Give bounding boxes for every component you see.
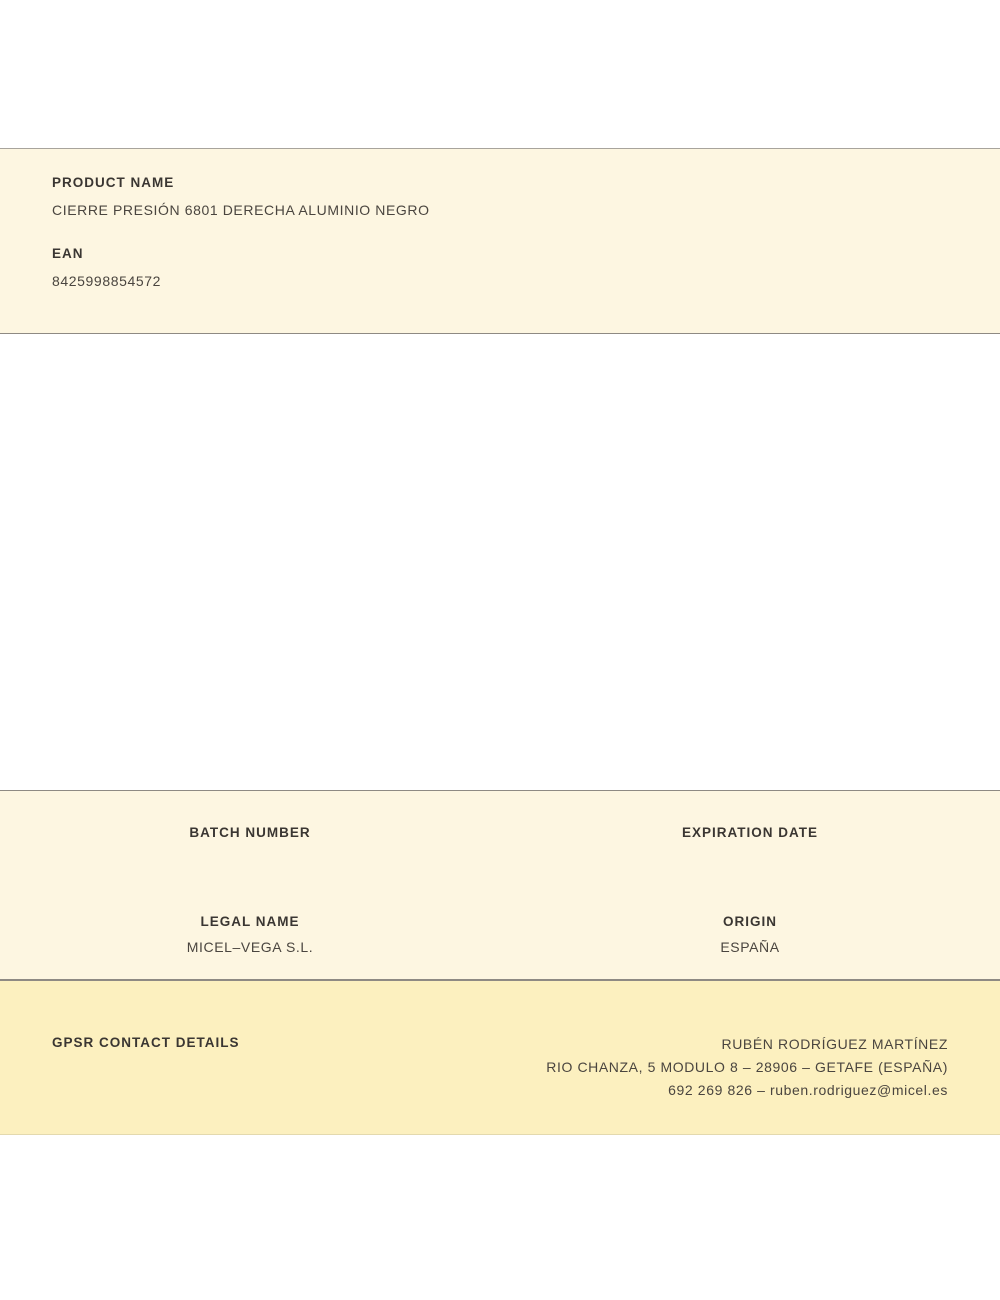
gpsr-contact-name: RUBÉN RODRÍGUEZ MARTÍNEZ — [721, 1036, 948, 1052]
batch-number-label: BATCH NUMBER — [189, 825, 311, 840]
expiration-date-value — [500, 850, 1000, 866]
origin-value: ESPAÑA — [720, 939, 780, 955]
section-spacer — [52, 218, 948, 246]
legal-name-label: LEGAL NAME — [200, 914, 300, 929]
gpsr-contact-section — [0, 980, 1000, 1135]
origin-label: ORIGIN — [722, 914, 777, 929]
origin-cell — [500, 914, 1000, 955]
batch-expiration-row — [0, 791, 1000, 866]
legal-name-value: MICEL–VEGA S.L. — [186, 939, 314, 955]
product-info-section — [0, 148, 1000, 334]
expiration-date-label: EXPIRATION DATE — [681, 825, 818, 840]
expiration-date-cell — [500, 825, 1000, 866]
batch-number-cell — [0, 825, 500, 866]
legal-name-cell — [0, 914, 500, 955]
product-name-label: PRODUCT NAME — [52, 175, 175, 190]
gpsr-contact-address: RIO CHANZA, 5 MODULO 8 – 28906 – GETAFE (ESPAÑA) — [546, 1059, 948, 1076]
gpsr-contact-title: GPSR CONTACT DETAILS — [52, 1035, 240, 1050]
ean-value: 8425998854572 — [52, 273, 162, 289]
gpsr-contact-lines — [546, 1033, 948, 1102]
product-name-value: CIERRE PRESIÓN 6801 DERECHA ALUMINIO NEGRO — [52, 202, 430, 218]
ean-label: EAN — [52, 246, 84, 261]
details-section — [0, 790, 1000, 980]
legal-origin-row — [0, 866, 1000, 955]
bottom-blank-area — [0, 1135, 1000, 1300]
gpsr-contact-phone-email: 692 269 826 – ruben.rodriguez@micel.es — [668, 1082, 948, 1099]
blank-content-area — [0, 334, 1000, 790]
batch-number-value — [0, 850, 500, 866]
